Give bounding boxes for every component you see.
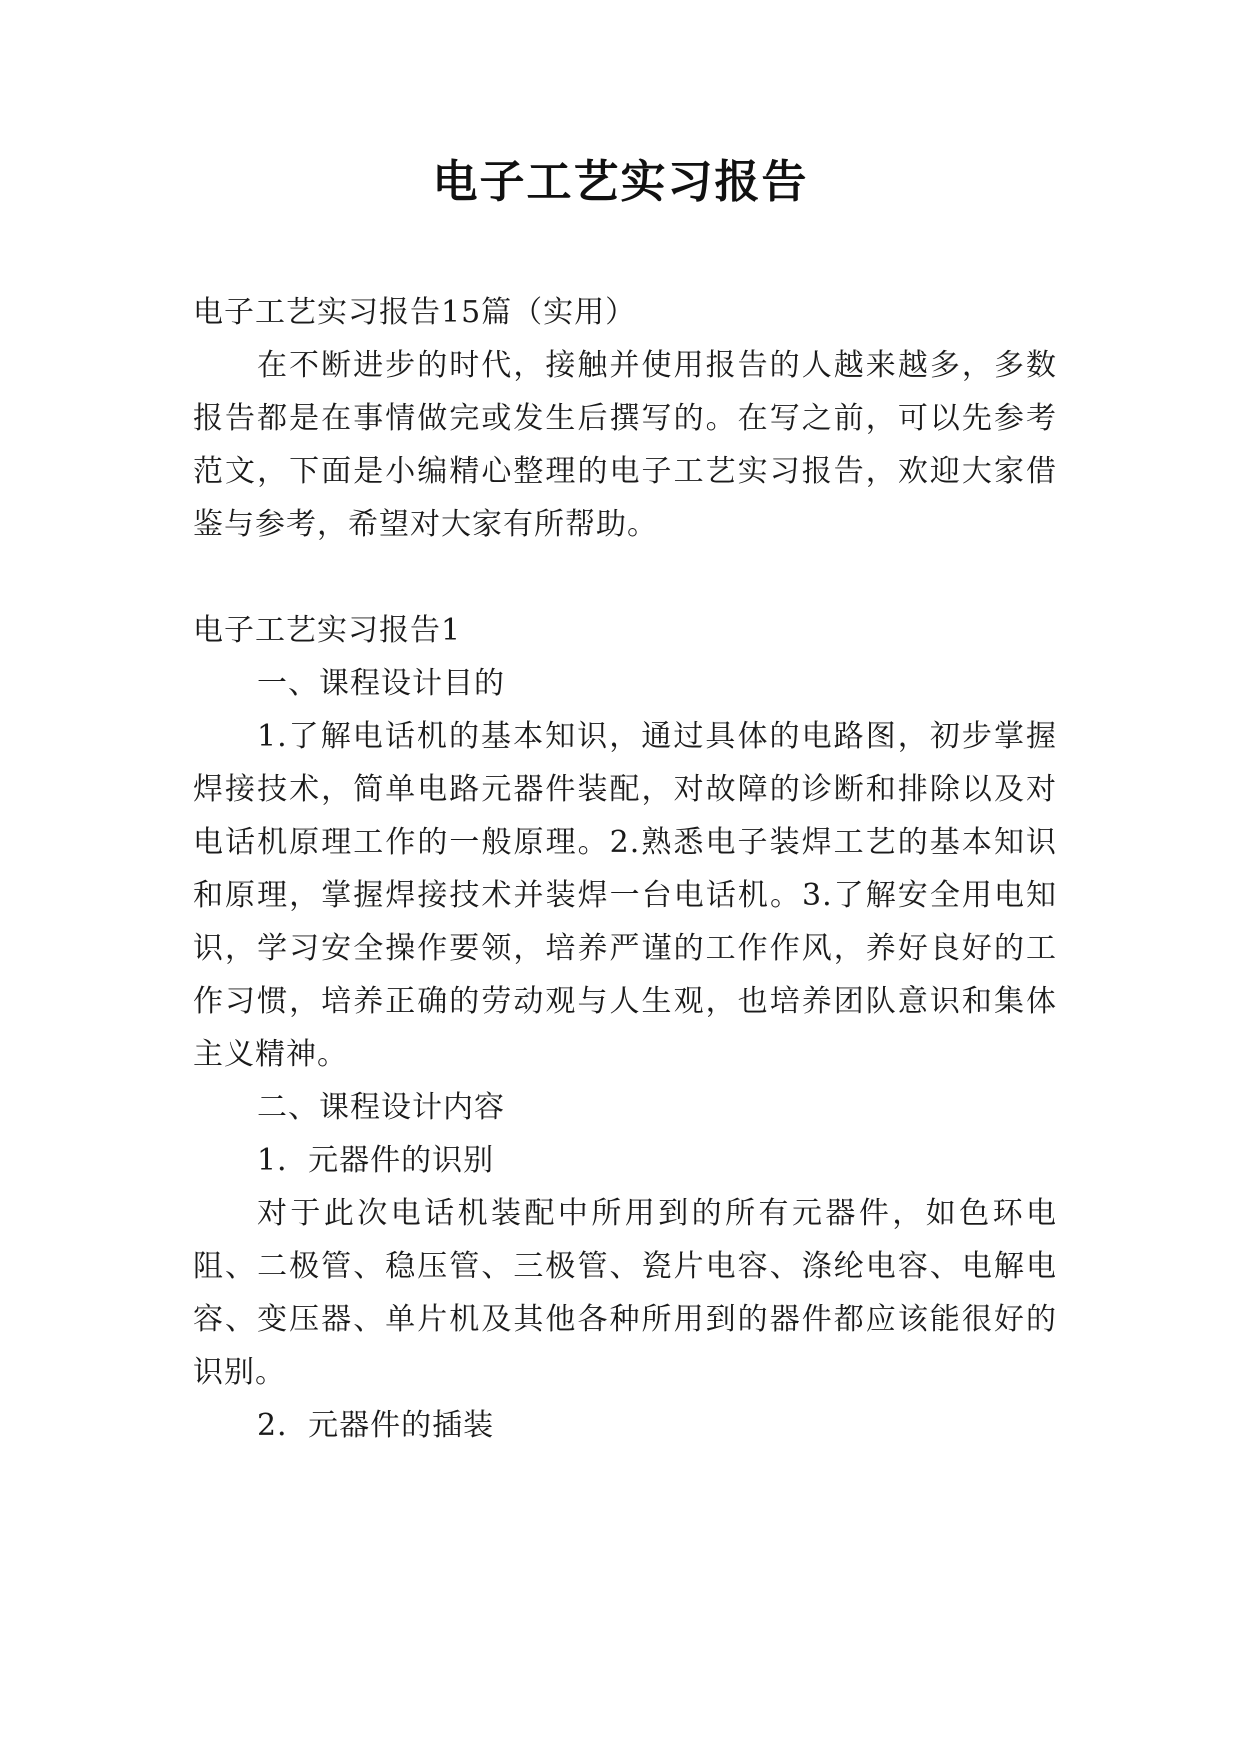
part2-heading: 二、课程设计内容 [257, 1090, 505, 1125]
item1-paragraph: 对于此次电话机装配中所用到的所有元器件，如色环电阻、二极管、稳压管、三极管、瓷片电容、涤纶电容、电解电容、变压器、单片机及其他各种所用到的器件都应该能很好的识别。 [193, 1196, 1057, 1390]
section-heading: 电子工艺实习报告1 [193, 613, 462, 648]
item1-heading: 1．元器件的识别 [257, 1143, 495, 1178]
document-title: 电子工艺实习报告 [432, 155, 809, 208]
intro-paragraph: 在不断进步的时代，接触并使用报告的人越来越多，多数报告都是在事情做完或发生后撰写的。在写之前，可以先参考范文，下面是小编精心整理的电子工艺实习报告，欢迎大家借鉴与参考，希望对大家有所帮助。 [193, 348, 1057, 542]
item2-heading: 2．元器件的插装 [257, 1408, 495, 1443]
part1-heading: 一、课程设计目的 [257, 666, 505, 701]
document-body [193, 286, 1057, 1452]
part1-paragraph: 1.了解电话机的基本知识，通过具体的电路图，初步掌握焊接技术，简单电路元器件装配，对故障的诊断和排除以及对电话机原理工作的一般原理。2.熟悉电子装焊工艺的基本知识和原理，掌握焊接技术并装焊一台电话机。3.了解安全用电知识，学习安全操作要领，培养严谨的工作作风，养好良好的工作习惯，培养正确的劳动观与人生观，也培养团队意识和集体主义精神。 [193, 719, 1057, 1072]
paragraph-gap [193, 551, 1057, 604]
document-subtitle: 电子工艺实习报告15篇（实用） [193, 295, 637, 330]
